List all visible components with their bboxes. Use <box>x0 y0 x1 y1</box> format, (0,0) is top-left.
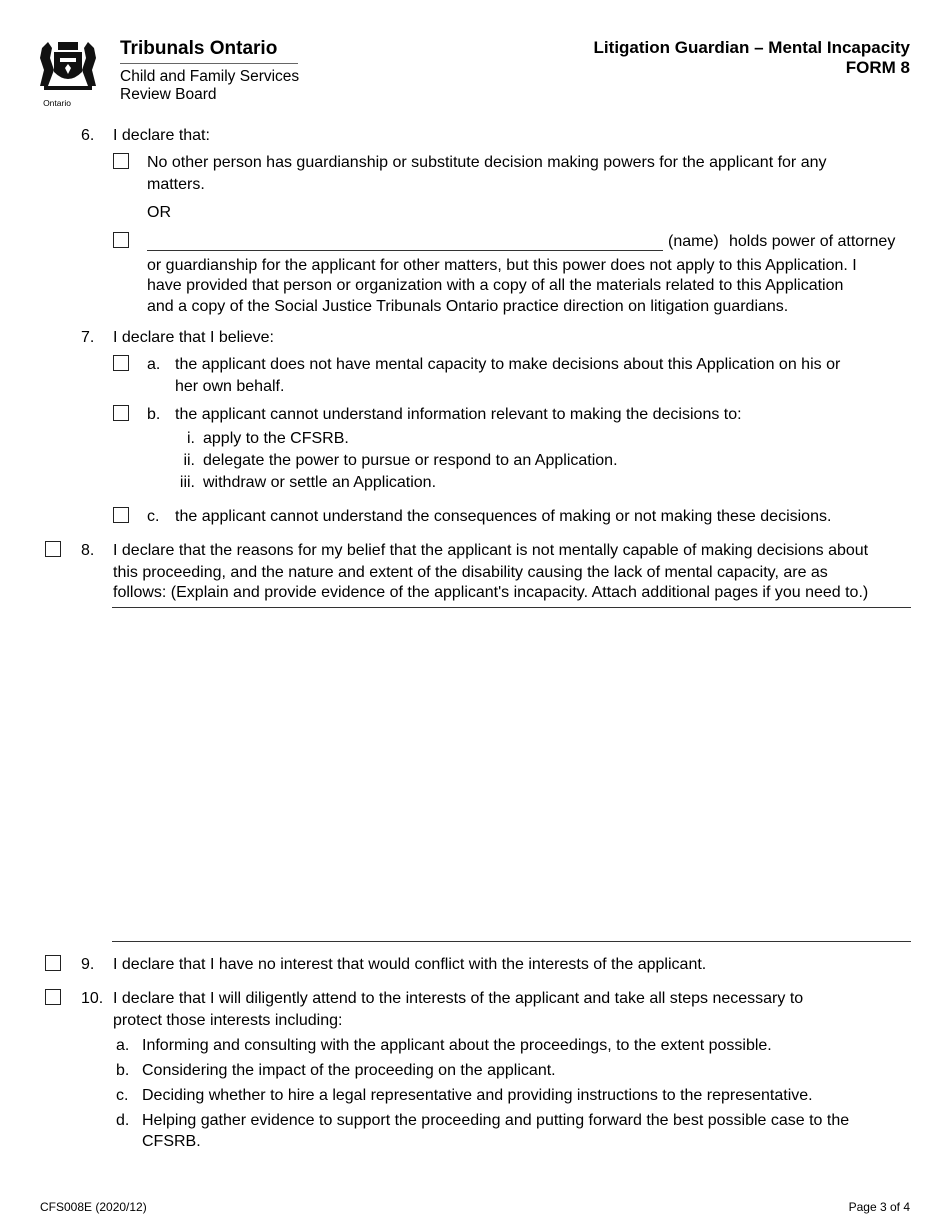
item10-sub-label: b. <box>116 1062 130 1079</box>
item10-line2: protect those interests including: <box>113 1012 343 1029</box>
item6-name-field[interactable] <box>147 250 663 251</box>
item6-name-label: (name) <box>668 233 719 250</box>
item7b-checkbox[interactable] <box>113 405 129 421</box>
form-title: Litigation Guardian – Mental Incapacity <box>593 38 910 57</box>
item7b-sub-text: withdraw or settle an Application. <box>203 474 437 491</box>
item10-sub-label: a. <box>116 1037 130 1054</box>
item6-option1-line2: matters. <box>147 176 205 193</box>
item7b-sub-text: delegate the power to pursue or respond to an Application. <box>203 452 618 469</box>
item9-number: 9. <box>81 956 95 973</box>
item10-checkbox[interactable] <box>45 989 61 1005</box>
form-number: FORM 8 <box>845 58 910 77</box>
item8-response-top-border <box>112 607 911 608</box>
item10-sub-label: d. <box>116 1112 130 1129</box>
org-sub-line1: Child and Family Services <box>120 68 300 85</box>
item8-line3: follows: (Explain and provide evidence of the applicant's incapacity. Attach additional pages if you need to.) <box>113 584 869 601</box>
ontario-crest-icon <box>36 38 100 94</box>
item7a-line2: her own behalf. <box>175 378 285 395</box>
item8-response-bottom-border <box>112 941 911 942</box>
item10-number: 10. <box>81 990 104 1007</box>
item7-text: I declare that I believe: <box>113 329 274 346</box>
org-sub-line2: Review Board <box>120 86 217 103</box>
item10-sub-label: c. <box>116 1087 129 1104</box>
item6-option1-checkbox[interactable] <box>113 153 129 169</box>
item8-response-area[interactable] <box>112 609 911 939</box>
item6-or-label: OR <box>147 204 171 221</box>
item8-line2: this proceeding, and the nature and extent of the disability causing the lack of mental capacity, are as <box>113 564 828 581</box>
item10-sub-text: Deciding whether to hire a legal representative and providing instructions to the representative. <box>142 1087 813 1104</box>
item6-option2-line4: and a copy of the Social Justice Tribunals Ontario practice direction on litigation guardians. <box>147 298 789 315</box>
item6-option1-line1: No other person has guardianship or substitute decision making powers for the applicant for any <box>147 154 827 171</box>
item6-option2-line3: have provided that person or organization with a copy of all the materials related to this Application <box>147 277 844 294</box>
item6-number: 6. <box>81 127 95 144</box>
org-name-underline <box>120 63 298 64</box>
item6-option2-line2: or guardianship for the applicant for other matters, but this power does not apply to this Application. I <box>147 257 857 274</box>
ontario-crest-logo <box>36 38 100 108</box>
item7b-sub-label: i. <box>187 430 195 447</box>
item7b-text: the applicant cannot understand information relevant to making the decisions to: <box>175 406 742 423</box>
org-name: Tribunals Ontario <box>120 38 278 59</box>
item10-sub-text: Informing and consulting with the applicant about the proceedings, to the extent possible. <box>142 1037 772 1054</box>
item10-sub-text: Helping gather evidence to support the proceeding and putting forward the best possible case to the <box>142 1112 850 1129</box>
item9-text: I declare that I have no interest that would conflict with the interests of the applicant. <box>113 956 707 973</box>
item8-checkbox[interactable] <box>45 541 61 557</box>
item6-text: I declare that: <box>113 127 210 144</box>
item7b-sub-text: apply to the CFSRB. <box>203 430 349 447</box>
item7b-sub-label: ii. <box>183 452 195 469</box>
item7c-label: c. <box>147 508 160 525</box>
item7a-line1: the applicant does not have mental capacity to make decisions about this Application on his or <box>175 356 841 373</box>
logo-caption: Ontario <box>43 98 71 108</box>
item7b-sub-label: iii. <box>179 474 195 491</box>
footer-form-code: CFS008E (2020/12) <box>40 1200 147 1214</box>
item7a-label: a. <box>147 356 161 373</box>
item10-line1: I declare that I will diligently attend to the interests of the applicant and take all steps necessary to <box>113 990 804 1007</box>
item10-sub-text: Considering the impact of the proceeding on the applicant. <box>142 1062 556 1079</box>
item10-sub-text-cont: CFSRB. <box>142 1133 201 1150</box>
item6-option2-line1-end: holds power of attorney <box>729 233 896 250</box>
item7a-checkbox[interactable] <box>113 355 129 371</box>
item7-number: 7. <box>81 329 95 346</box>
item6-option2-checkbox[interactable] <box>113 232 129 248</box>
item7c-checkbox[interactable] <box>113 507 129 523</box>
footer-page-number: Page 3 of 4 <box>848 1200 910 1214</box>
item8-line1: I declare that the reasons for my belief that the applicant is not mentally capable of making decisions about <box>113 542 869 559</box>
item7c-text: the applicant cannot understand the consequences of making or not making these decisions. <box>175 508 832 525</box>
item7b-label: b. <box>147 406 161 423</box>
item9-checkbox[interactable] <box>45 955 61 971</box>
item8-number: 8. <box>81 542 95 559</box>
